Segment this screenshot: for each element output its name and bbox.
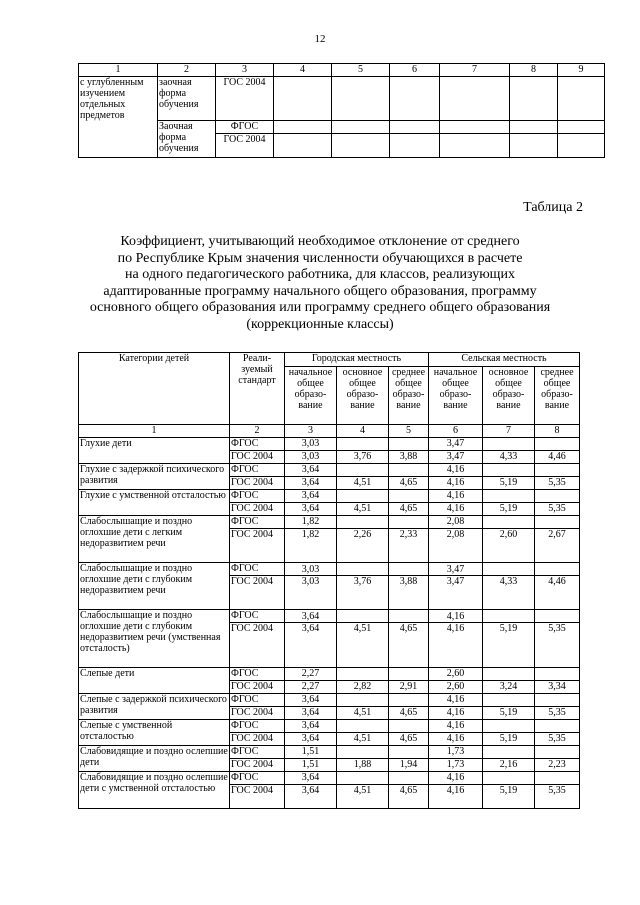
value-cell: 4,51 (337, 623, 389, 668)
value-cell (337, 516, 389, 529)
title-line: адаптированные программу начального общего образования, программу (103, 283, 537, 299)
value-cell (337, 668, 389, 681)
header-rural: Сельская местность (429, 353, 580, 367)
column-number-row (79, 425, 580, 438)
value-cell: 4,51 (337, 503, 389, 516)
value-cell: 4,16 (429, 720, 483, 733)
value-cell (389, 438, 429, 451)
value-cell: 3,24 (483, 681, 535, 694)
standard-cell: ГОС 2004 (230, 576, 285, 610)
value-cell: 5,35 (535, 733, 580, 746)
value-cell: 2,33 (389, 529, 429, 563)
value-cell: 4,51 (337, 707, 389, 720)
col-number: 2 (230, 425, 285, 438)
value-cell: 2,60 (429, 681, 483, 694)
value-cell: 5,35 (535, 623, 580, 668)
value-cell: 3,34 (535, 681, 580, 694)
title-line: (коррекционные классы) (246, 316, 394, 332)
standard-cell: ГОС 2004 (230, 681, 285, 694)
value-cell: 2,08 (429, 516, 483, 529)
value-cell: 5,35 (535, 707, 580, 720)
value-cell (483, 610, 535, 623)
value-cell (337, 438, 389, 451)
standard-cell: ФГОС (230, 563, 285, 576)
value-cell (483, 720, 535, 733)
value-cell: 3,64 (285, 785, 337, 809)
value-cell (389, 563, 429, 576)
table-row (79, 720, 580, 733)
standard-cell: ГОС 2004 (230, 529, 285, 563)
value-cell: 4,51 (337, 785, 389, 809)
value-cell (389, 772, 429, 785)
standard-cell: ФГОС (230, 516, 285, 529)
category-cell: с углубленным изучением отдельных предметов (79, 77, 158, 158)
standard-cell: ФГОС (230, 668, 285, 681)
category-cell: Слабослышащие и поздно оглохшие дети с легким недоразвитием речи (79, 516, 230, 563)
value-cell (337, 772, 389, 785)
value-cell: 3,64 (285, 477, 337, 490)
header-primary: начальное общее образо-вание (429, 367, 483, 425)
standard-cell: ФГОС (230, 720, 285, 733)
value-cell (337, 694, 389, 707)
value-cell: 1,82 (285, 529, 337, 563)
value-cell: 4,16 (429, 464, 483, 477)
value-cell (483, 772, 535, 785)
value-cell: 4,16 (429, 733, 483, 746)
value-cell: 3,64 (285, 707, 337, 720)
standard-cell: ГОС 2004 (216, 134, 274, 158)
coefficient-table (78, 352, 580, 809)
value-cell: 3,64 (285, 464, 337, 477)
table-title (40, 234, 600, 333)
value-cell (535, 746, 580, 759)
col-number: 1 (79, 64, 158, 77)
value-cell: 1,82 (285, 516, 337, 529)
col-number: 8 (535, 425, 580, 438)
standard-cell: ГОС 2004 (230, 477, 285, 490)
table-row (79, 746, 580, 759)
value-cell: 2,08 (429, 529, 483, 563)
value-cell: 4,65 (389, 503, 429, 516)
table-row (79, 610, 580, 623)
value-cell: 5,19 (483, 785, 535, 809)
value-cell: 4,16 (429, 785, 483, 809)
value-cell: 2,60 (483, 529, 535, 563)
header-standard: Реали-зуемый стандарт (230, 353, 285, 425)
value-cell (535, 668, 580, 681)
category-cell: Слепые с задержкой психического развития (79, 694, 230, 720)
value-cell: 5,19 (483, 707, 535, 720)
category-cell: Слепые дети (79, 668, 230, 694)
category-cell: Слепые с умственной отсталостью (79, 720, 230, 746)
value-cell: 4,51 (337, 477, 389, 490)
table-label: Таблица 2 (523, 200, 583, 215)
value-cell: 4,16 (429, 707, 483, 720)
value-cell: 4,46 (535, 451, 580, 464)
value-cell: 3,76 (337, 451, 389, 464)
value-cell (389, 610, 429, 623)
value-cell: 3,47 (429, 451, 483, 464)
header-secondary: среднее общее образо-вание (535, 367, 580, 425)
value-cell (535, 772, 580, 785)
table-row (79, 121, 605, 134)
value-cell (337, 610, 389, 623)
value-cell: 4,16 (429, 503, 483, 516)
value-cell: 3,03 (285, 576, 337, 610)
value-cell (389, 746, 429, 759)
standard-cell: ГОС 2004 (230, 503, 285, 516)
value-cell (337, 563, 389, 576)
title-line: Коэффициент, учитывающий необходимое отклонение от среднего (120, 234, 520, 249)
value-cell: 3,88 (389, 451, 429, 464)
form-cell: Заочная форма обучения (158, 121, 216, 158)
value-cell: 3,64 (285, 490, 337, 503)
value-cell: 4,16 (429, 623, 483, 668)
title-line: по Республике Крым значения численности обучающихся в расчете (117, 250, 523, 266)
value-cell (389, 490, 429, 503)
standard-cell: ФГОС (230, 610, 285, 623)
value-cell (483, 668, 535, 681)
col-number: 7 (483, 425, 535, 438)
value-cell: 5,19 (483, 623, 535, 668)
standard-cell: ГОС 2004 (230, 623, 285, 668)
value-cell (535, 720, 580, 733)
value-cell (483, 438, 535, 451)
value-cell: 5,35 (535, 477, 580, 490)
value-cell (483, 563, 535, 576)
value-cell: 4,65 (389, 623, 429, 668)
value-cell: 5,19 (483, 733, 535, 746)
standard-cell: ФГОС (230, 694, 285, 707)
table-row (79, 694, 580, 707)
col-number: 9 (558, 64, 605, 77)
col-number: 3 (216, 64, 274, 77)
value-cell: 2,27 (285, 681, 337, 694)
category-cell: Глухие дети (79, 438, 230, 464)
category-cell: Слабовидящие и поздно ослепшие дети с умственной отсталостью (79, 772, 230, 809)
value-cell: 4,16 (429, 610, 483, 623)
col-number: 6 (429, 425, 483, 438)
col-number: 8 (510, 64, 558, 77)
value-cell: 3,47 (429, 576, 483, 610)
standard-cell: ГОС 2004 (230, 451, 285, 464)
value-cell: 4,16 (429, 490, 483, 503)
header-urban: Городская местность (285, 353, 429, 367)
value-cell: 3,64 (285, 733, 337, 746)
value-cell (389, 668, 429, 681)
category-cell: Глухие с задержкой психического развития (79, 464, 230, 490)
value-cell: 4,16 (429, 694, 483, 707)
col-number: 5 (332, 64, 390, 77)
table-header-row (79, 64, 605, 77)
col-number: 4 (337, 425, 389, 438)
table-row (79, 438, 580, 451)
value-cell: 2,16 (483, 759, 535, 772)
value-cell (535, 694, 580, 707)
value-cell (337, 720, 389, 733)
standard-cell: ФГОС (216, 121, 274, 134)
value-cell (389, 516, 429, 529)
value-cell: 2,67 (535, 529, 580, 563)
col-number: 7 (440, 64, 510, 77)
value-cell: 4,33 (483, 451, 535, 464)
col-number: 6 (390, 64, 440, 77)
value-cell: 2,27 (285, 668, 337, 681)
value-cell: 3,76 (337, 576, 389, 610)
standard-cell: ГОС 2004 (230, 759, 285, 772)
value-cell (337, 746, 389, 759)
header-category: Категории детей (79, 353, 230, 425)
value-cell: 3,47 (429, 438, 483, 451)
table-row (79, 772, 580, 785)
table-row (79, 516, 580, 529)
value-cell: 5,35 (535, 503, 580, 516)
value-cell: 3,03 (285, 451, 337, 464)
standard-cell: ГОС 2004 (230, 707, 285, 720)
category-cell: Слабослышащие и поздно оглохшие дети с глубоким недоразвитием речи (79, 563, 230, 610)
value-cell (389, 694, 429, 707)
table-row (79, 490, 580, 503)
standard-cell: ФГОС (230, 772, 285, 785)
table-row (79, 668, 580, 681)
value-cell (337, 490, 389, 503)
header-basic: основное общее образо-вание (337, 367, 389, 425)
table-row (79, 563, 580, 576)
value-cell (535, 610, 580, 623)
value-cell: 3,64 (285, 503, 337, 516)
value-cell: 2,23 (535, 759, 580, 772)
header-secondary: среднее общее образо-вание (389, 367, 429, 425)
value-cell (389, 720, 429, 733)
header-primary: начальное общее образо-вание (285, 367, 337, 425)
value-cell (535, 516, 580, 529)
value-cell: 3,03 (285, 438, 337, 451)
standard-cell: ФГОС (230, 464, 285, 477)
value-cell (483, 464, 535, 477)
value-cell (483, 516, 535, 529)
value-cell: 2,60 (429, 668, 483, 681)
col-number: 4 (274, 64, 332, 77)
value-cell (483, 694, 535, 707)
value-cell (483, 746, 535, 759)
value-cell (483, 490, 535, 503)
table-row (79, 77, 605, 121)
value-cell: 5,19 (483, 477, 535, 490)
title-line: основного общего образования или программу среднего общего образования (89, 300, 551, 315)
value-cell: 2,26 (337, 529, 389, 563)
value-cell: 2,82 (337, 681, 389, 694)
value-cell: 3,64 (285, 623, 337, 668)
value-cell: 1,73 (429, 759, 483, 772)
value-cell: 1,88 (337, 759, 389, 772)
value-cell: 3,64 (285, 610, 337, 623)
value-cell: 3,64 (285, 720, 337, 733)
value-cell (337, 464, 389, 477)
title-line: на одного педагогического работника, для классов, реализующих (125, 267, 515, 282)
category-cell: Слабослышащие и поздно оглохшие дети с глубоким недоразвитием речи (умственная отсталость) (79, 610, 230, 668)
col-number: 3 (285, 425, 337, 438)
form-cell: заочная форма обучения (158, 77, 216, 121)
value-cell: 5,19 (483, 503, 535, 516)
value-cell: 4,65 (389, 707, 429, 720)
value-cell: 3,64 (285, 772, 337, 785)
header-basic: основное общее образо-вание (483, 367, 535, 425)
table-header-row (79, 353, 580, 367)
value-cell: 3,47 (429, 563, 483, 576)
col-number: 1 (79, 425, 230, 438)
continuation-table (78, 63, 605, 158)
value-cell: 5,35 (535, 785, 580, 809)
value-cell: 4,46 (535, 576, 580, 610)
value-cell (535, 490, 580, 503)
col-number: 5 (389, 425, 429, 438)
value-cell: 1,73 (429, 746, 483, 759)
value-cell: 4,65 (389, 785, 429, 809)
page-number: 12 (314, 33, 326, 45)
value-cell (535, 438, 580, 451)
value-cell (389, 464, 429, 477)
value-cell: 4,51 (337, 733, 389, 746)
value-cell: 2,91 (389, 681, 429, 694)
value-cell: 1,51 (285, 759, 337, 772)
value-cell: 3,03 (285, 563, 337, 576)
standard-cell: ГОС 2004 (216, 77, 274, 121)
value-cell: 4,16 (429, 477, 483, 490)
col-number: 2 (158, 64, 216, 77)
category-cell: Глухие с умственной отсталостью (79, 490, 230, 516)
standard-cell: ФГОС (230, 490, 285, 503)
standard-cell: ФГОС (230, 438, 285, 451)
value-cell: 3,64 (285, 694, 337, 707)
table-row (79, 464, 580, 477)
standard-cell: ФГОС (230, 746, 285, 759)
value-cell (535, 464, 580, 477)
value-cell: 4,65 (389, 477, 429, 490)
value-cell: 1,94 (389, 759, 429, 772)
value-cell: 1,51 (285, 746, 337, 759)
standard-cell: ГОС 2004 (230, 733, 285, 746)
category-cell: Слабовидящие и поздно ослепшие дети (79, 746, 230, 772)
value-cell (535, 563, 580, 576)
value-cell: 4,16 (429, 772, 483, 785)
standard-cell: ГОС 2004 (230, 785, 285, 809)
value-cell: 4,65 (389, 733, 429, 746)
value-cell: 3,88 (389, 576, 429, 610)
value-cell: 4,33 (483, 576, 535, 610)
